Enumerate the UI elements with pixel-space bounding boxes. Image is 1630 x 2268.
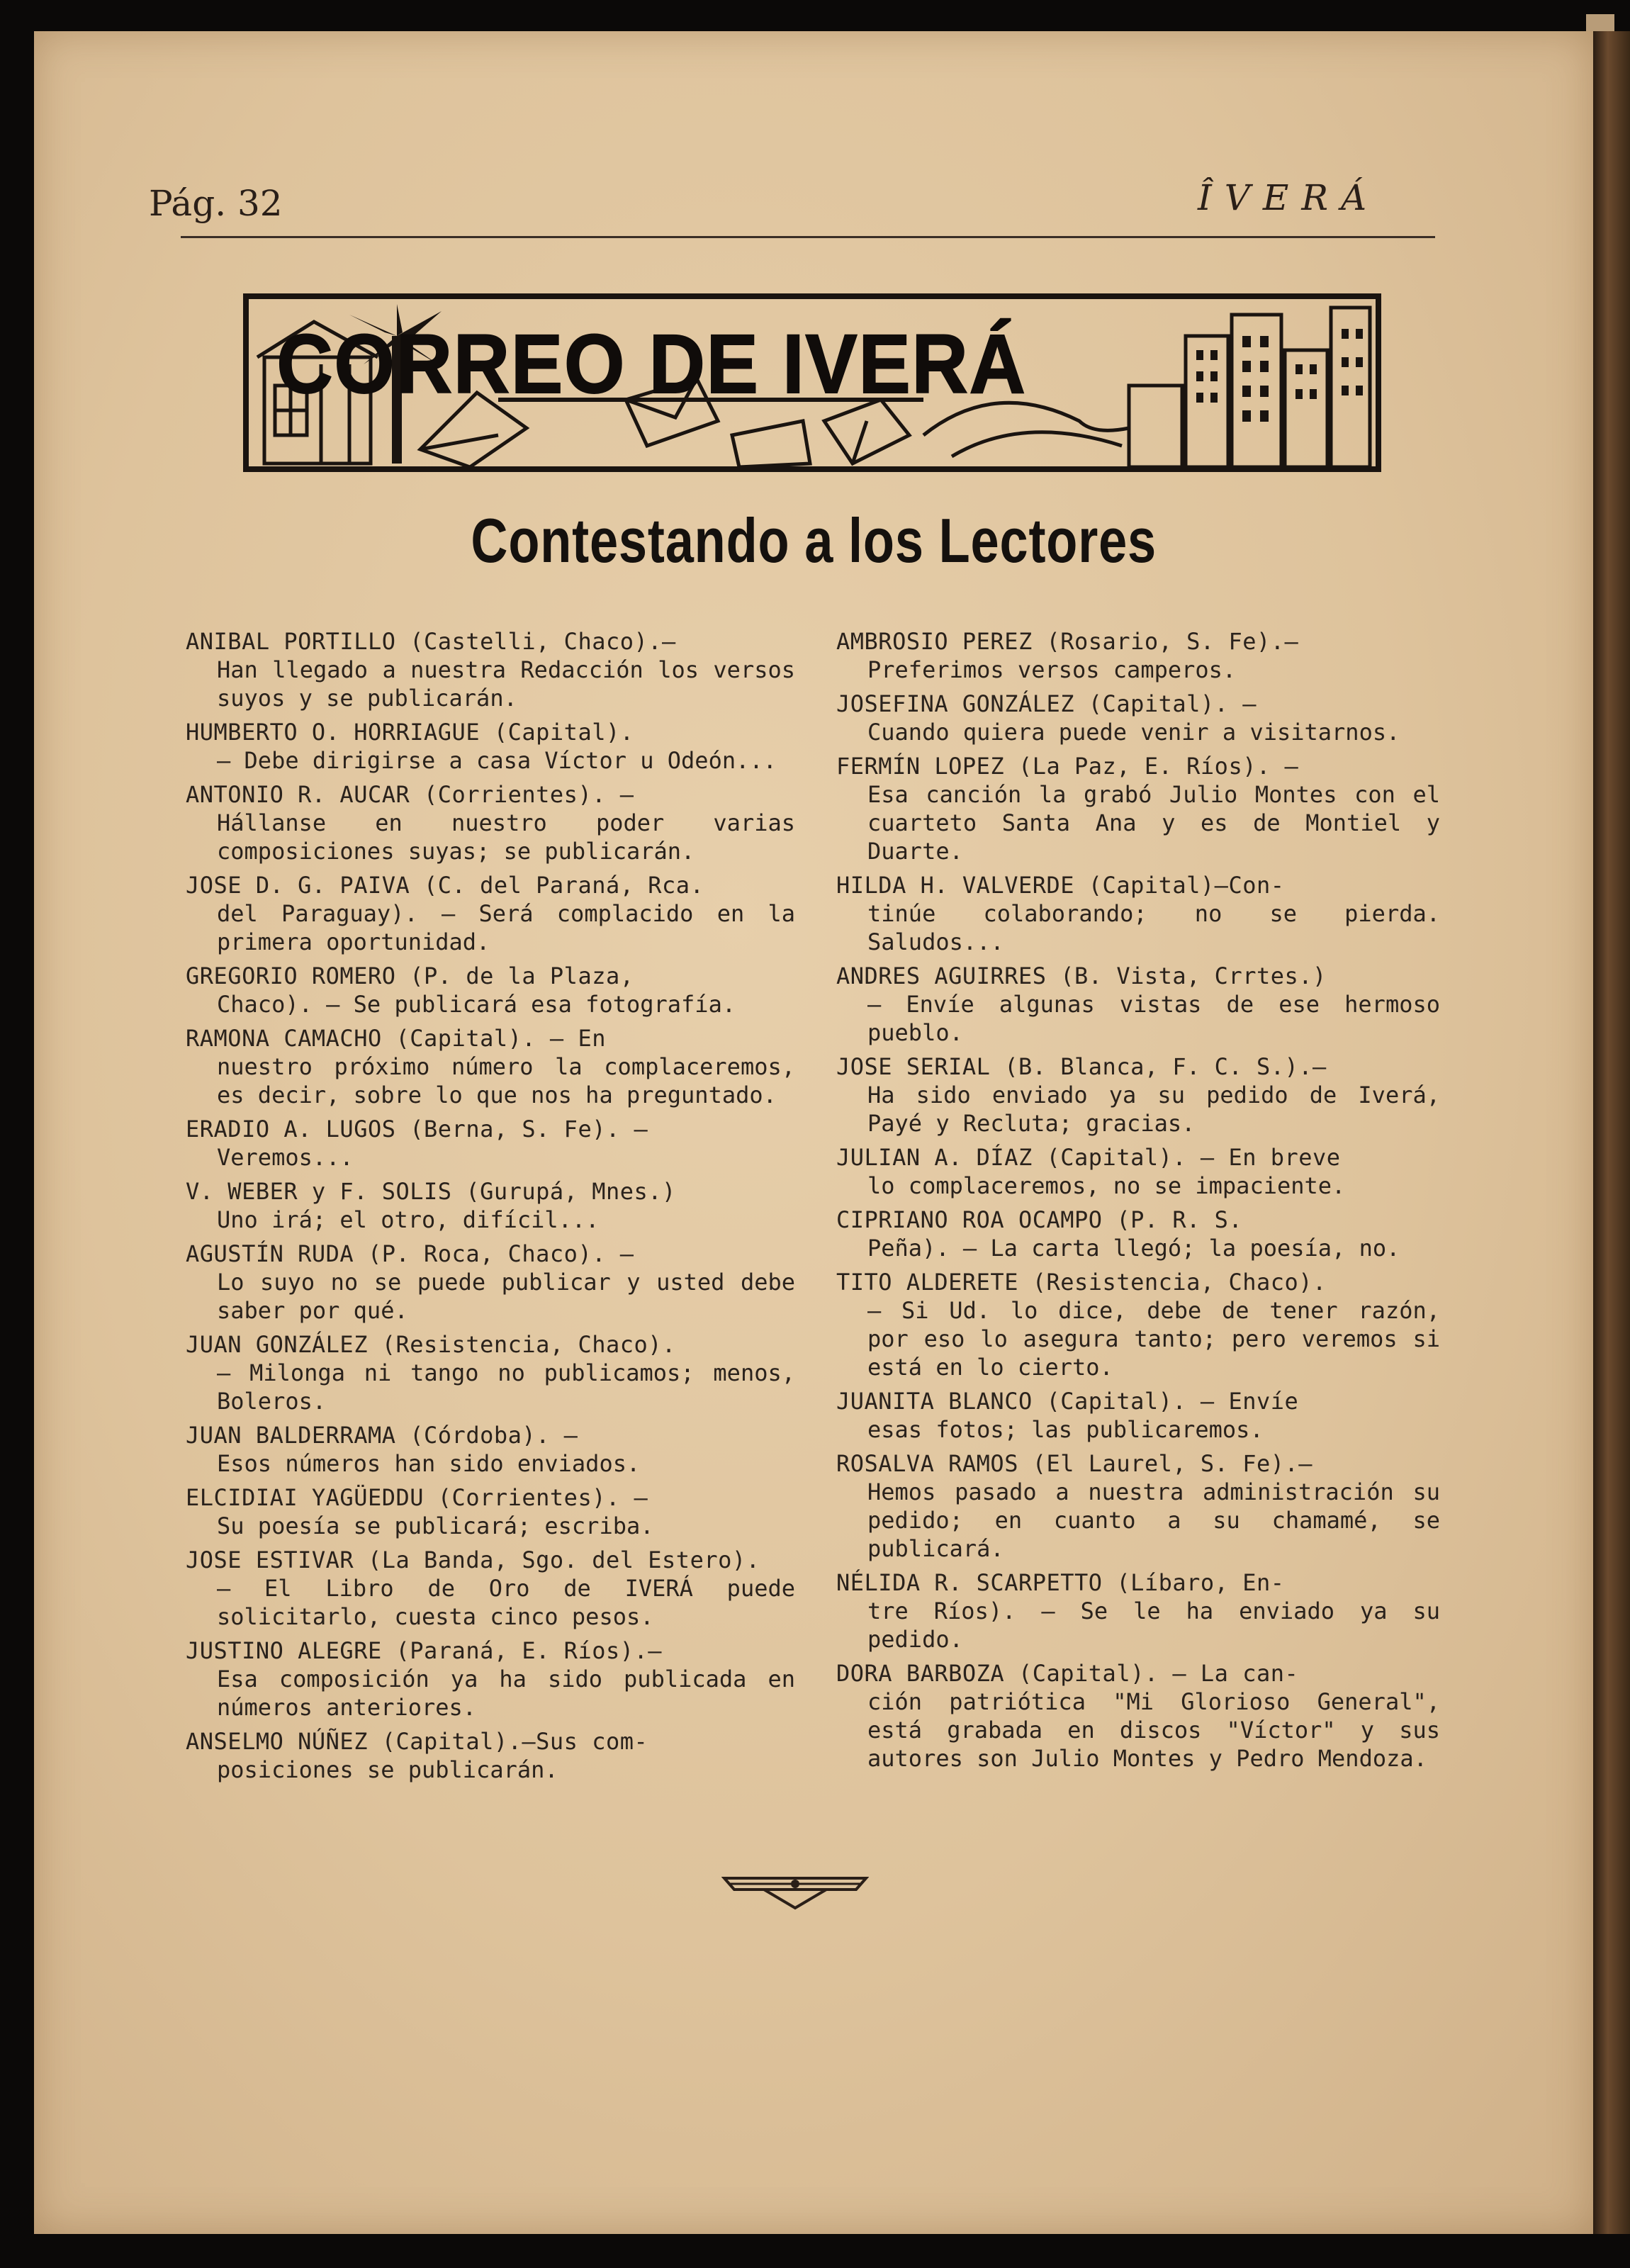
reader-name: FERMÍN LOPEZ (La Paz, E. Ríos). — xyxy=(836,753,1299,780)
letter-reply xyxy=(186,1483,795,1540)
letter-reply xyxy=(186,1240,795,1325)
reply-text: Esos números han sido enviados. xyxy=(217,1450,641,1477)
reader-name: CIPRIANO ROA OCAMPO (P. R. S. xyxy=(836,1206,1243,1233)
right-column xyxy=(836,627,1440,1778)
reply-text: Lo suyo no se puede publicar y usted debe saber por qué. xyxy=(217,1269,795,1324)
reader-name: JULIAN A. DÍAZ (Capital). — En breve xyxy=(836,1144,1341,1171)
reader-name: ROSALVA RAMOS (El Laurel, S. Fe).— xyxy=(836,1450,1313,1477)
reader-name: TITO ALDERETE (Resistencia, Chaco). xyxy=(836,1269,1327,1296)
reply-text: Su poesía se publicará; escriba. xyxy=(217,1512,654,1539)
reply-text: Han llegado a nuestra Redacción los versos suyos y se publicarán. xyxy=(217,656,795,712)
reply-text: nuestro próximo número la complaceremos, es decir, sobre lo que nos ha preguntado. xyxy=(217,1053,795,1108)
letter-reply xyxy=(186,1546,795,1631)
reader-name: JUAN GONZÁLEZ (Resistencia, Chaco). xyxy=(186,1331,676,1358)
reader-name: ANDRES AGUIRRES (B. Vista, Crrtes.) xyxy=(836,962,1327,989)
letter-reply xyxy=(186,1115,795,1172)
reader-name: AGUSTÍN RUDA (P. Roca, Chaco). — xyxy=(186,1240,634,1267)
end-ornament xyxy=(721,1871,869,1914)
reply-text: Veremos... xyxy=(217,1144,354,1171)
reply-text: Preferimos versos camperos. xyxy=(867,656,1237,683)
reply-text: Cuando quiera puede venir a visitarnos. xyxy=(867,719,1400,746)
magazine-title: ÎVERÁ xyxy=(1198,177,1380,218)
correo-banner xyxy=(243,293,1381,472)
reply-text: tre Ríos). — Se le ha enviado ya su pedido. xyxy=(867,1598,1440,1653)
letter-reply xyxy=(836,1143,1440,1200)
banner-title: CORREO DE IVERÁ xyxy=(276,318,1027,411)
letter-reply xyxy=(836,1449,1440,1563)
page-number: Pág. 32 xyxy=(149,183,283,224)
letter-reply xyxy=(836,962,1440,1047)
letter-reply xyxy=(186,718,795,775)
reply-text: Hemos pasado a nuestra administración su pedido; en cuanto a su chamamé, se publicará. xyxy=(867,1478,1440,1562)
reply-text: — Si Ud. lo dice, debe de tener razón, por eso lo asegura tanto; pero veremos si está en lo cierto. xyxy=(867,1297,1440,1381)
reader-name: ANIBAL PORTILLO (Castelli, Chaco).— xyxy=(186,628,676,655)
letter-reply xyxy=(836,1387,1440,1444)
reply-text: — Debe dirigirse a casa Víctor u Odeón... xyxy=(217,747,777,774)
reply-text: Ha sido enviado ya su pedido de Iverá, Payé y Recluta; gracias. xyxy=(867,1082,1440,1137)
letter-reply xyxy=(186,1637,795,1722)
reader-name: ANSELMO NÚÑEZ (Capital).—Sus com- xyxy=(186,1728,648,1755)
letter-reply xyxy=(836,752,1440,865)
reader-name: JUANITA BLANCO (Capital). — Envíe xyxy=(836,1388,1299,1415)
letter-reply xyxy=(836,1052,1440,1138)
reply-text: del Paraguay). — Será complacido en la primera oportunidad. xyxy=(217,900,795,955)
letter-reply xyxy=(186,1727,795,1784)
reader-name: ANTONIO R. AUCAR (Corrientes). — xyxy=(186,781,634,808)
letter-reply xyxy=(836,690,1440,746)
section-heading: Contestando a los Lectores xyxy=(471,505,1157,576)
reply-text: Esa canción la grabó Julio Montes con el cuarteto Santa Ana y es de Montiel y Duarte. xyxy=(867,781,1440,865)
letter-reply xyxy=(836,627,1440,684)
letter-reply xyxy=(186,1024,795,1109)
reply-text: Hállanse en nuestro poder varias composiciones suyas; se publicarán. xyxy=(217,809,795,865)
reader-name: HUMBERTO O. HORRIAGUE (Capital). xyxy=(186,719,634,746)
reply-text: Esa composición ya ha sido publicada en números anteriores. xyxy=(217,1666,795,1721)
letter-reply xyxy=(836,1568,1440,1654)
reader-name: ELCIDIAI YAGÜEDDU (Corrientes). — xyxy=(186,1484,648,1511)
reply-text: ción patriótica "Mi Glorioso General", está grabada en discos "Víctor" y sus autores son Julio Montes y Pedro Mendoza. xyxy=(867,1688,1440,1772)
left-column xyxy=(186,627,795,1790)
letter-reply xyxy=(186,871,795,956)
reader-name: JUSTINO ALEGRE (Paraná, E. Ríos).— xyxy=(186,1637,663,1664)
reader-name: V. WEBER y F. SOLIS (Gurupá, Mnes.) xyxy=(186,1178,676,1205)
reader-name: ERADIO A. LUGOS (Berna, S. Fe). — xyxy=(186,1116,648,1143)
letter-reply xyxy=(186,1421,795,1478)
letter-reply xyxy=(186,1330,795,1415)
reader-name: JOSE SERIAL (B. Blanca, F. C. S.).— xyxy=(836,1053,1327,1080)
reply-text: Uno irá; el otro, difícil... xyxy=(217,1206,600,1233)
letter-reply xyxy=(186,962,795,1018)
page-spine xyxy=(1593,31,1630,2234)
reply-text: posiciones se publicarán. xyxy=(217,1756,558,1783)
reader-name: GREGORIO ROMERO (P. de la Plaza, xyxy=(186,962,634,989)
reply-text: tinúe colaborando; no se pierda. Saludos... xyxy=(867,900,1440,955)
letter-reply xyxy=(186,780,795,865)
letter-reply xyxy=(186,1177,795,1234)
reply-text: — El Libro de Oro de IVERÁ puede solicitarlo, cuesta cinco pesos. xyxy=(217,1575,795,1630)
reply-text: Chaco). — Se publicará esa fotografía. xyxy=(217,991,736,1018)
reader-name: NÉLIDA R. SCARPETTO (Líbaro, En- xyxy=(836,1569,1285,1596)
header-rule xyxy=(181,236,1435,238)
letter-reply xyxy=(836,1268,1440,1381)
letter-reply xyxy=(836,871,1440,956)
reader-name: DORA BARBOZA (Capital). — La can- xyxy=(836,1660,1299,1687)
letter-reply xyxy=(186,627,795,712)
reply-text: — Envíe algunas vistas de ese hermoso pueblo. xyxy=(867,991,1440,1046)
reply-text: esas fotos; las publicaremos. xyxy=(867,1416,1264,1443)
reader-name: JOSE D. G. PAIVA (C. del Paraná, Rca. xyxy=(186,872,704,899)
reader-name: JUAN BALDERRAMA (Córdoba). — xyxy=(186,1422,578,1449)
reply-text: lo complaceremos, no se impaciente. xyxy=(867,1172,1346,1199)
reply-text: Peña). — La carta llegó; la poesía, no. xyxy=(867,1235,1400,1262)
reader-name: JOSEFINA GONZÁLEZ (Capital). — xyxy=(836,690,1257,717)
letter-reply xyxy=(836,1659,1440,1773)
reader-name: RAMONA CAMACHO (Capital). — En xyxy=(186,1025,606,1052)
letter-reply xyxy=(836,1206,1440,1262)
reader-name: JOSE ESTIVAR (La Banda, Sgo. del Estero). xyxy=(186,1546,760,1573)
reader-name: HILDA H. VALVERDE (Capital)—Con- xyxy=(836,872,1285,899)
reply-text: — Milonga ni tango no publicamos; menos, Boleros. xyxy=(217,1359,795,1415)
reader-name: AMBROSIO PEREZ (Rosario, S. Fe).— xyxy=(836,628,1299,655)
